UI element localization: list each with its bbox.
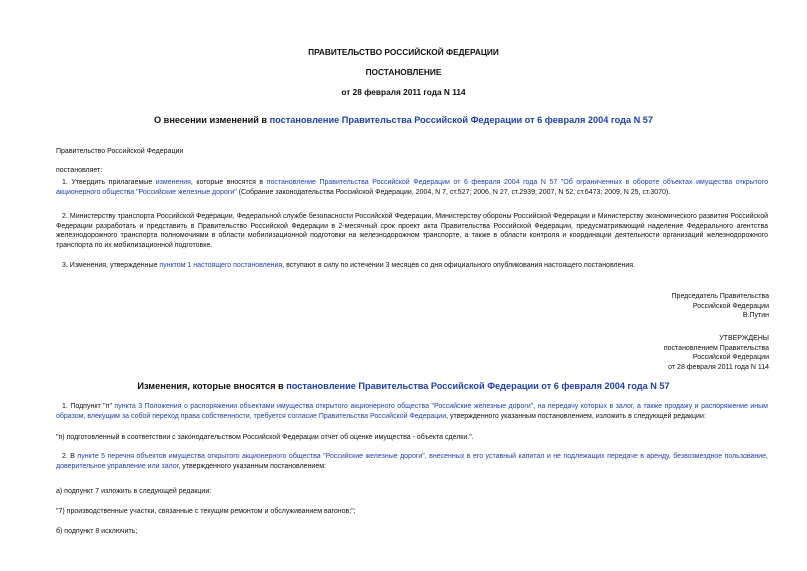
title-link[interactable]: постановление Правительства Российской Федерации от 6 февраля 2004 года N 57 [269, 115, 654, 125]
list-point-5-link[interactable]: пункте 5 перечня объектов имущества открытого акционерного общества "Российские железные дороги", внесенных в его уставный капитал и не подлежащих передаче в аренду, безвозмездное пользование, доверительное управление или залог [56, 453, 768, 470]
approved-line-2: постановлением Правительства [663, 344, 769, 352]
change-2-b: б) подпункт 8 исключить; [56, 528, 138, 535]
approved-line-4: от 28 февраля 2011 года N 114 [668, 363, 769, 371]
intro-text: Правительство Российской Федерации [56, 148, 184, 155]
change-2-a-quote: "7) производственные участки, связанные с текущим ремонтом и обслуживанием вагонов;"; [56, 508, 356, 515]
paragraph-3: 3. Изменения, утвержденные пунктом 1 настоящего постановления, вступают в силу по истечении 3 месяцев со дня официального опубликования настоящего постановления. [62, 262, 635, 269]
doc-date-number: от 28 февраля 2011 года N 114 [341, 87, 466, 97]
changes-link[interactable]: изменения [155, 179, 191, 186]
point-1-link[interactable]: пунктом 1 настоящего постановления [159, 262, 283, 269]
change-1: 1. Подпункт "п" пункта 3 Положения о распоряжении объектами имущества открытого акционерного общества "Российские железные дороги", на передачу которых в залог, а также продажу и распоряжение иным образом, влекущим за собой переход права собственности, требуется согласие Правительства Российской Федерации, утвержденного указанным постановлением, изложить в следующей редакции: [56, 403, 768, 420]
signature-name: В.Путин [742, 312, 769, 319]
org-heading: ПРАВИТЕЛЬСТВО РОССИЙСКОЙ ФЕДЕРАЦИИ [308, 47, 499, 57]
paragraph-2: 2. Министерству транспорта Российской Федерации, Федеральной службе безопасности Российской Федерации, Министерству обороны Российской Федерации и Министерству экономического развития Российской Федерации разработать и представить в Правительство Российской Федерации в 2-месячный срок проект акта Правительства Российской Федерации, предусматривающий наделение Федерального агентства железнодорожного транспорта полномочиями в области мобилизационной подготовки на железнодорожном транспорте, а также в области контроля и координации деятельности организаций железнодорожного транспорта по их мобилизационной подготовке. [56, 213, 768, 249]
provision-point-3-link[interactable]: пункта 3 Положения о распоряжении объектами имущества открытого акционерного общества "Российские железные дороги", на передачу которых в залог, а также продажу и распоряжение иным образом, влекущим за собой переход права собственности, требуется согласие Правительства Российской Федерации [56, 403, 768, 420]
document-title [0, 116, 807, 126]
change-1-quote: "п) подготовленный в соответствии с законодательством Российской Федерации отчет об оценке имущества - объекта сделки.". [56, 434, 474, 441]
resolution-57-link[interactable]: постановление Правительства Российской Федерации от 6 февраля 2004 года N 57 "Об ограниченных в обороте объектах имущества открытого акционерного общества "Российские железные дороги" [56, 179, 768, 196]
approved-block [469, 334, 769, 372]
change-2-a: а) подпункт 7 изложить в следующей редакции: [56, 488, 212, 495]
paragraph-1: 1. Утвердить прилагаемые изменения, которые вносятся в постановление Правительства Российской Федерации от 6 февраля 2004 года N 57 "Об ограниченных в обороте объектах имущества открытого акционерного общества "Российские железные дороги" (Собрание законодательства Российской Федерации, 2004, N 7, ст.527; 2006, N 27, ст.2939; 2007, N 52, ст.6473; 2009, N 25, ст.3070). [56, 179, 768, 196]
doc-type-heading: ПОСТАНОВЛЕНИЕ [365, 67, 442, 77]
changes-title: Изменения, которые вносятся в постановление Правительства Российской Федерации от 6 февраля 2004 года N 57 [137, 381, 670, 391]
signature-position-1: Председатель Правительства [671, 293, 769, 300]
signature-position-2: Российской Федерации [692, 302, 769, 310]
approved-line-3: Российской Федерации [692, 354, 769, 361]
approved-line-1: УТВЕРЖДЕНЫ [719, 335, 769, 342]
title-prefix: О внесении изменений в [153, 115, 270, 125]
change-2: 2. В пункте 5 перечня объектов имущества открытого акционерного общества "Российские железные дороги", внесенных в его уставный капитал и не подлежащих передаче в аренду, безвозмездное пользование, доверительное управление или залог, утвержденного указанным постановлением: [56, 453, 768, 470]
changes-title-link[interactable]: постановление Правительства Российской Федерации от 6 февраля 2004 года N 57 [286, 381, 670, 391]
postanovlyaet-text: постановляет: [56, 167, 103, 174]
signature-block [469, 292, 769, 321]
